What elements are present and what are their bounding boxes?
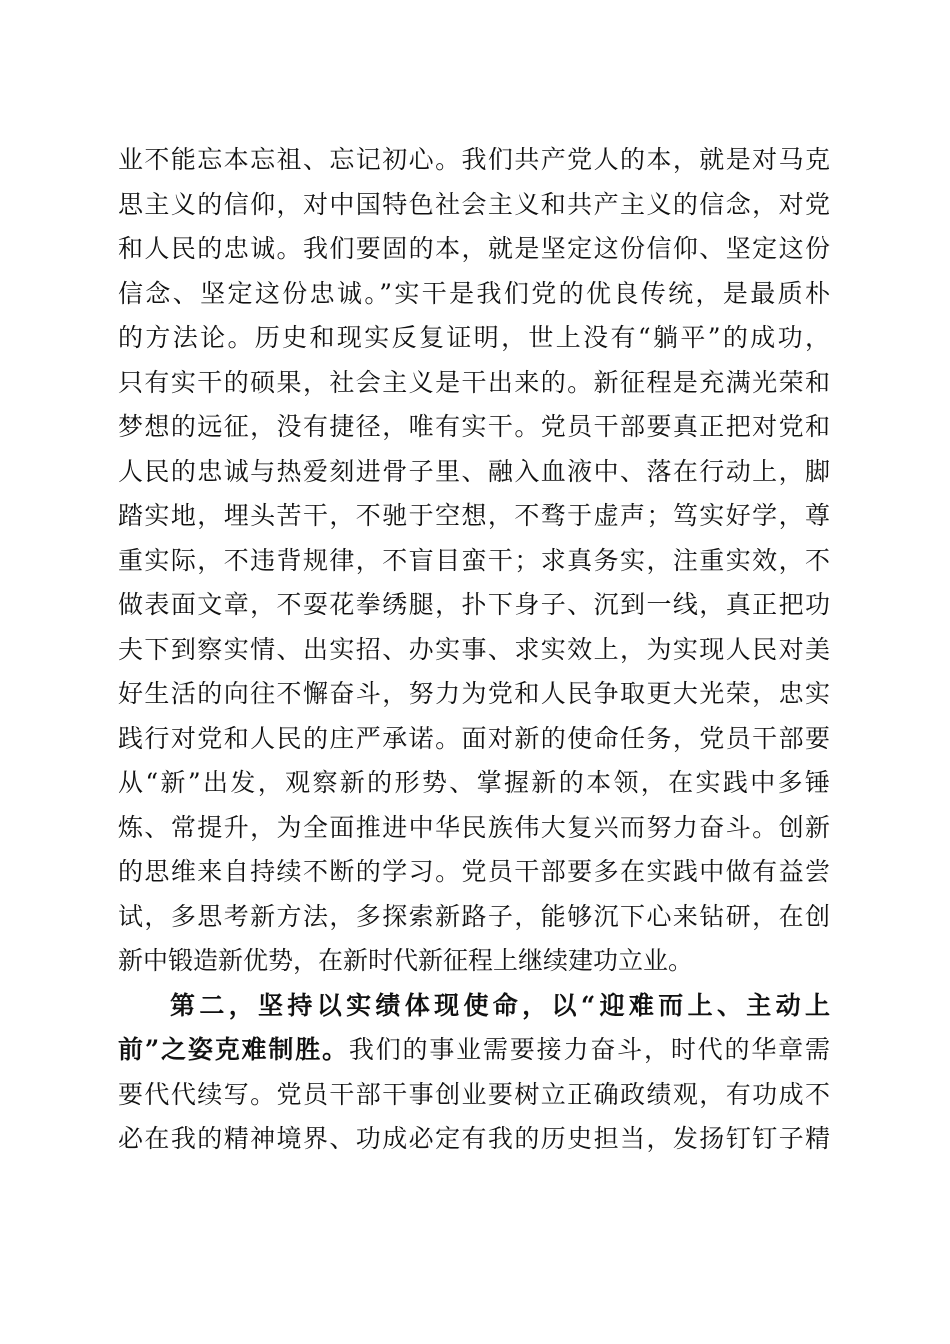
text-line: 炼、常提升，为全面推进中华民族伟大复兴而努力奋斗。创新 bbox=[118, 812, 830, 842]
text-line: 踏实地，埋头苦干，不驰于空想，不骛于虚声；笃实好学，尊 bbox=[118, 501, 830, 530]
text-line: 的思维来自持续不断的学习。党员干部要多在实践中做有益尝 bbox=[118, 857, 830, 886]
text-line: 践行对党和人民的庄严承诺。面对新的使命任务，党员干部要 bbox=[118, 723, 830, 753]
section-heading-continuation bbox=[118, 1028, 830, 1073]
text-line: 思主义的信仰，对中国特色社会主义和共产主义的信念，对党 bbox=[118, 189, 830, 219]
text-line: 从“新”出发，观察新的形势、掌握新的本领，在实践中多锤 bbox=[118, 768, 830, 797]
text-line: 梦想的远征，没有捷径，唯有实干。党员干部要真正把对党和 bbox=[118, 412, 830, 441]
text-line: 的方法论。历史和现实反复证明，世上没有“躺平”的成功， bbox=[118, 323, 830, 352]
section-heading-line: 第二，坚持以实绩体现使命，以“迎难而上、主动上 bbox=[170, 990, 830, 1020]
paragraph-1 bbox=[118, 138, 830, 984]
section-heading-end: 前”之姿克难制胜。 bbox=[118, 1035, 349, 1064]
text-line: 重实际，不违背规律，不盲目蛮干；求真务实，注重实效，不 bbox=[118, 545, 830, 575]
text-line: 试，多思考新方法，多探索新路子，能够沉下心来钻研，在创 bbox=[118, 901, 830, 931]
text-line: 只有实干的硕果，社会主义是干出来的。新征程是充满光荣和 bbox=[118, 367, 830, 397]
document-body bbox=[118, 138, 830, 1162]
text-line: 新中锻造新优势，在新时代新征程上继续建功立业。 bbox=[118, 946, 694, 975]
text-line: 人民的忠诚与热爱刻进骨子里、融入血液中、落在行动上，脚 bbox=[118, 456, 830, 486]
paragraph-2 bbox=[118, 984, 830, 1162]
text-line: 和人民的忠诚。我们要固的本，就是坚定这份信仰、坚定这份 bbox=[118, 234, 830, 263]
text-line: 夫下到察实情、出实招、办实事、求实效上，为实现人民对美 bbox=[118, 634, 830, 664]
text-line: 业不能忘本忘祖、忘记初心。我们共产党人的本，就是对马克 bbox=[118, 145, 830, 174]
text-line: 要代代续写。党员干部干事创业要树立正确政绩观，有功成不 bbox=[118, 1079, 830, 1109]
text-line: 好生活的向往不懈奋斗，努力为党和人民争取更大光荣，忠实 bbox=[118, 679, 830, 708]
text-line: 信念、坚定这份忠诚。”实干是我们党的优良传统，是最质朴 bbox=[118, 278, 830, 308]
text-segment: 我们的事业需要接力奋斗，时代的华章需 bbox=[348, 1035, 830, 1064]
text-line: 做表面文章，不耍花拳绣腿，扑下身子、沉到一线，真正把功 bbox=[118, 590, 830, 619]
text-line: 必在我的精神境界、功成必定有我的历史担当，发扬钉钉子精 bbox=[118, 1124, 830, 1153]
